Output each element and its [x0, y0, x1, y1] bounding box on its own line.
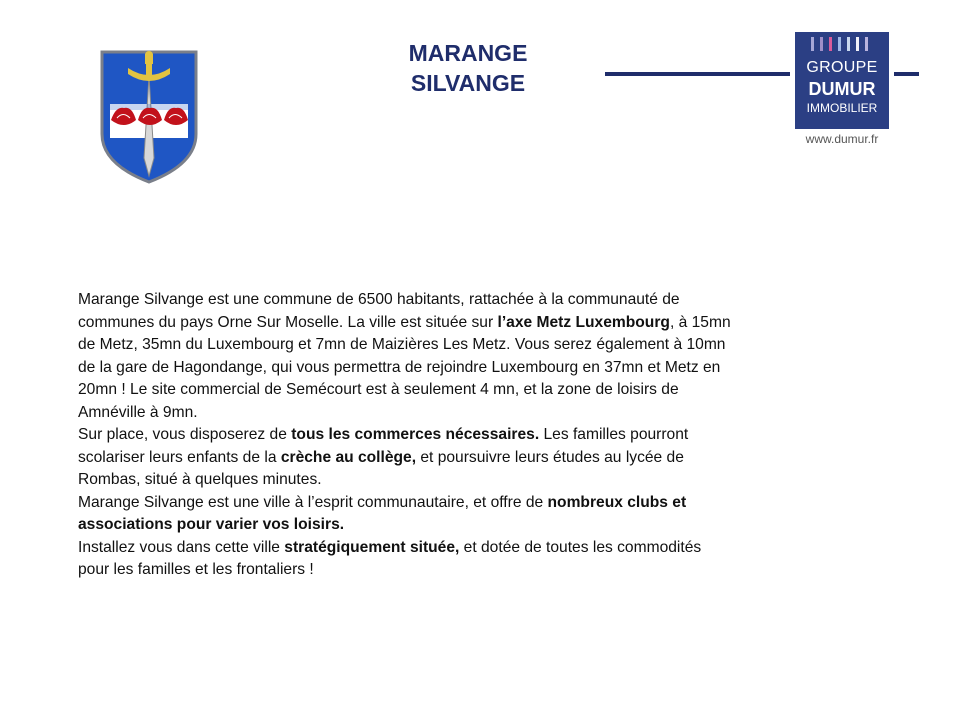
text-run: pour les familles et les frontaliers !	[78, 561, 314, 578]
text-line	[78, 537, 878, 560]
logo-line-groupe: GROUPE	[806, 59, 878, 76]
bold-text-run: associations pour varier vos loisirs.	[78, 516, 345, 533]
text-line	[78, 379, 878, 402]
title-line-2: SILVANGE	[410, 70, 526, 96]
text-run: , à 15mn	[669, 313, 731, 331]
bold-text-run: crèche au collège,	[280, 448, 417, 466]
description-text	[78, 289, 878, 582]
text-run: communes du pays Orne Sur Moselle. La ville est située sur	[78, 313, 498, 331]
bold-text-run: l’axe Metz Luxembourg	[497, 313, 670, 331]
text-line	[78, 469, 878, 492]
logo-stripe	[865, 37, 868, 51]
text-line	[78, 357, 878, 380]
logo-stripe	[838, 37, 841, 51]
groupe-dumur-logo	[795, 32, 889, 129]
text-run: de la gare de Hagondange, qui vous permettra de rejoindre Luxembourg en 37mn et Metz en	[78, 358, 721, 376]
text-run: Marange Silvange est une ville à l’esprit communautaire, et offre de	[78, 493, 548, 511]
logo-stripes-icon	[811, 37, 873, 51]
text-run: scolariser leurs enfants de la	[78, 448, 281, 466]
text-run: Amnéville à 9mn.	[78, 403, 198, 421]
header-rule-left	[605, 72, 790, 76]
logo-stripe	[856, 37, 859, 51]
text-run: de Metz, 35mn du Luxembourg et 7mn de Maizières Les Metz. Vous serez également à 10mn	[78, 336, 726, 353]
logo-stripe	[811, 37, 814, 51]
text-run: 20mn ! Le site commercial de Semécourt est à seulement 4 mn, et la zone de loisirs de	[78, 381, 679, 398]
logo-line-immobilier: IMMOBILIER	[806, 101, 878, 115]
text-run: Sur place, vous disposerez de	[78, 426, 292, 443]
text-run: et poursuivre leurs études au lycée de	[416, 448, 684, 466]
bold-text-run: nombreux clubs et	[547, 493, 687, 511]
text-line	[78, 424, 878, 447]
text-run: Installez vous dans cette ville	[78, 538, 285, 556]
page-title	[360, 38, 576, 98]
text-line	[78, 289, 878, 312]
header-rule-right	[894, 72, 919, 76]
logo-stripe	[847, 37, 850, 51]
logo-line-dumur: DUMUR	[808, 79, 876, 99]
text-run: Rombas, situé à quelques minutes.	[78, 471, 322, 488]
text-line	[78, 334, 878, 357]
text-line	[78, 312, 878, 335]
coat-of-arms-image	[92, 48, 204, 184]
text-run: et dotée de toutes les commodités	[459, 538, 702, 556]
logo-stripe	[820, 37, 823, 51]
title-line-1: MARANGE	[408, 40, 528, 66]
text-run: Les familles pourront	[539, 426, 689, 443]
text-line	[78, 559, 878, 582]
logo-url: www.dumur.fr	[805, 132, 879, 146]
text-line	[78, 514, 878, 537]
text-line	[78, 447, 878, 470]
bold-text-run: stratégiquement située,	[284, 538, 460, 556]
logo-stripe	[829, 37, 832, 51]
bold-text-run: tous les commerces nécessaires.	[291, 426, 540, 443]
text-line	[78, 402, 878, 425]
text-run: Marange Silvange est une commune de 6500 habitants, rattachée à la communauté de	[78, 291, 680, 308]
text-line	[78, 492, 878, 515]
